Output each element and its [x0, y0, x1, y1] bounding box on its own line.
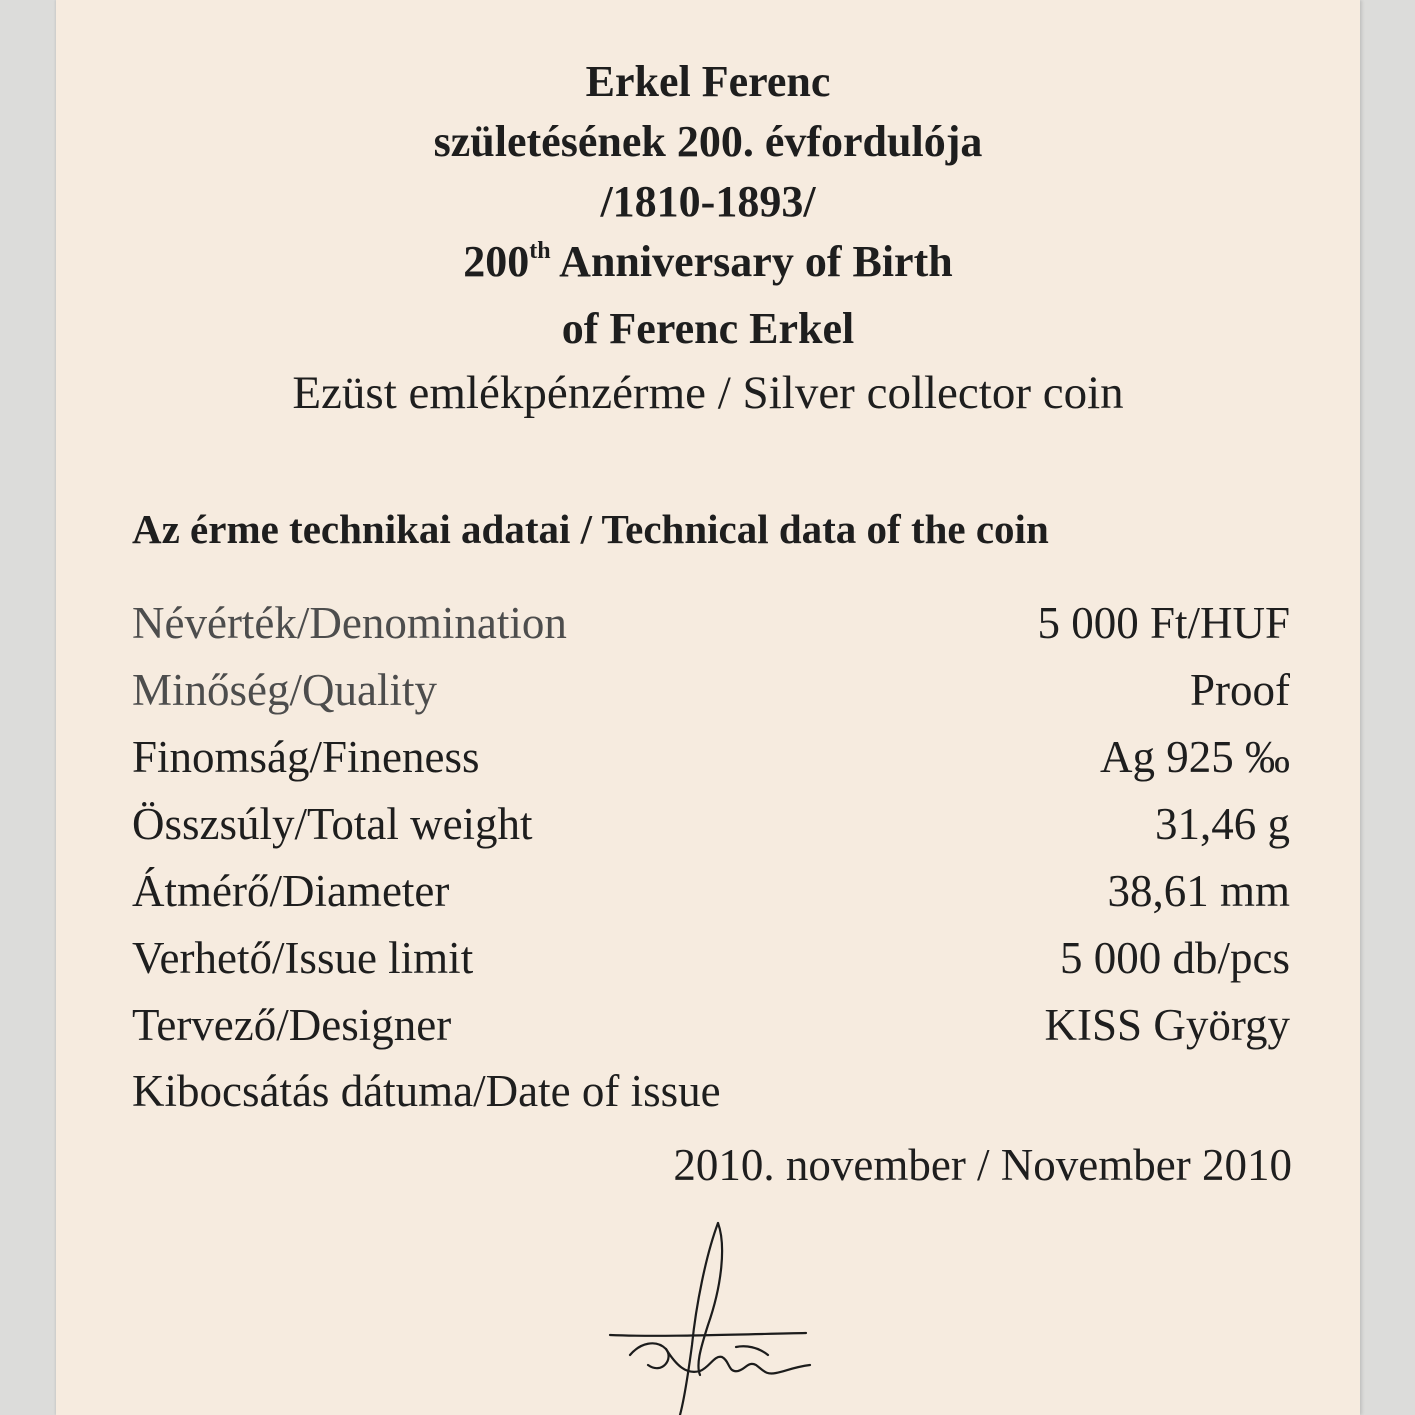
technical-data-row-total-weight [132, 791, 1290, 858]
row-value: 38,61 mm [1107, 866, 1290, 916]
technical-data-row-fineness [132, 724, 1290, 791]
technical-data-row-issue-limit [132, 925, 1290, 992]
title-line-5: of Ferenc Erkel [561, 304, 855, 353]
title-line-1: Erkel Ferenc [585, 57, 831, 106]
title-block [56, 52, 1360, 359]
row-label: Tervező/Designer [132, 1000, 452, 1050]
issue-date-value: 2010. november / November 2010 [673, 1140, 1292, 1190]
row-label: Összsúly/Total weight [132, 799, 533, 849]
certificate-card [56, 0, 1360, 1415]
technical-data-table [132, 590, 1290, 1059]
title-line-4 [56, 232, 1360, 299]
title-line-4-text: Anniversary of Birth [550, 237, 953, 286]
row-label: Finomság/Fineness [132, 732, 480, 782]
signature-image [596, 1215, 826, 1415]
technical-data-heading: Az érme technikai adatai / Technical data of the coin [132, 506, 1049, 552]
technical-data-row-quality [132, 657, 1290, 724]
row-value: Ag 925 ‰ [1100, 732, 1290, 782]
technical-data-row-denomination [132, 590, 1290, 657]
title-ordinal-suffix: th [529, 238, 551, 264]
row-label: Minőség/Quality [132, 665, 437, 715]
title-line-2: születésének 200. évfordulója [433, 117, 983, 166]
row-value: 5 000 db/pcs [1060, 933, 1290, 983]
row-value: 5 000 Ft/HUF [1037, 598, 1290, 648]
row-value: Proof [1190, 665, 1290, 715]
row-label: Verhető/Issue limit [132, 933, 474, 983]
row-value: KISS György [1044, 1000, 1290, 1050]
subtitle: Ezüst emlékpénzérme / Silver collector coin [292, 367, 1124, 419]
title-line-3: /1810-1893/ [600, 177, 816, 226]
technical-data-row-diameter [132, 858, 1290, 925]
issue-date-label: Kibocsátás dátuma/Date of issue [132, 1066, 721, 1116]
row-value: 31,46 g [1155, 799, 1290, 849]
technical-data-row-designer [132, 992, 1290, 1059]
title-ordinal-number: 200 [463, 237, 530, 286]
row-label: Névérték/Denomination [132, 598, 567, 648]
row-label: Átmérő/Diameter [132, 866, 450, 916]
